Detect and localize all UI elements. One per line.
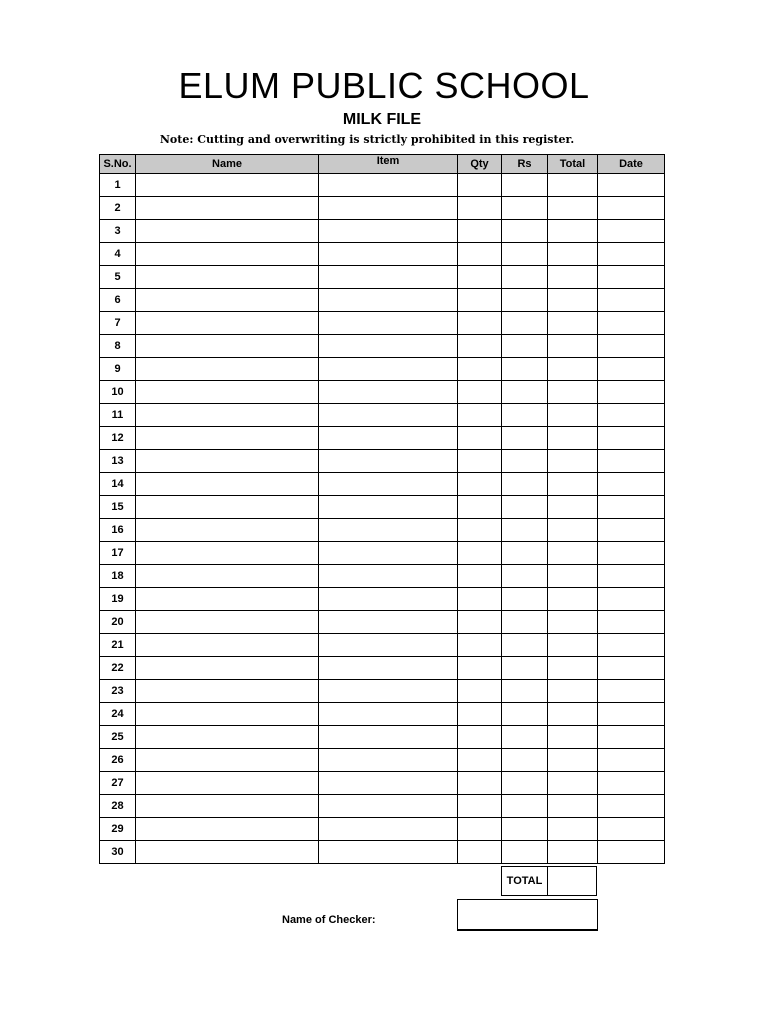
qty-cell[interactable]: [458, 519, 502, 542]
rs-cell[interactable]: [502, 818, 548, 841]
item-cell[interactable]: [319, 749, 458, 772]
page-title: ELUM PUBLIC SCHOOL: [178, 65, 590, 106]
rs-cell[interactable]: [502, 312, 548, 335]
rs-cell[interactable]: [502, 289, 548, 312]
date-cell[interactable]: [598, 657, 665, 680]
serial-number-cell: 21: [100, 634, 136, 657]
item-cell[interactable]: [319, 611, 458, 634]
qty-cell[interactable]: [458, 657, 502, 680]
name-cell[interactable]: [136, 519, 319, 542]
serial-number-cell: 12: [100, 427, 136, 450]
item-cell[interactable]: [319, 841, 458, 864]
date-cell[interactable]: [598, 565, 665, 588]
date-cell[interactable]: [598, 588, 665, 611]
total-cell[interactable]: [548, 473, 598, 496]
table-row: [100, 841, 665, 864]
qty-cell[interactable]: [458, 634, 502, 657]
total-cell[interactable]: [548, 565, 598, 588]
total-cell[interactable]: [548, 335, 598, 358]
qty-cell[interactable]: [458, 680, 502, 703]
name-cell[interactable]: [136, 289, 319, 312]
column-header-name: Name: [136, 155, 319, 174]
item-cell[interactable]: [319, 404, 458, 427]
item-cell[interactable]: [319, 634, 458, 657]
rs-cell[interactable]: [502, 565, 548, 588]
date-cell[interactable]: [598, 749, 665, 772]
rs-cell[interactable]: [502, 174, 548, 197]
item-cell[interactable]: [319, 657, 458, 680]
rs-cell[interactable]: [502, 496, 548, 519]
table-row: [100, 611, 665, 634]
item-cell[interactable]: [319, 542, 458, 565]
name-cell[interactable]: [136, 404, 319, 427]
rs-cell[interactable]: [502, 542, 548, 565]
date-cell[interactable]: [598, 266, 665, 289]
table-row: [100, 726, 665, 749]
date-cell[interactable]: [598, 496, 665, 519]
serial-number-cell: 10: [100, 381, 136, 404]
table-row: [100, 542, 665, 565]
date-cell[interactable]: [598, 243, 665, 266]
name-cell[interactable]: [136, 358, 319, 381]
date-cell[interactable]: [598, 289, 665, 312]
rs-cell[interactable]: [502, 772, 548, 795]
total-cell[interactable]: [548, 174, 598, 197]
item-cell[interactable]: [319, 243, 458, 266]
name-cell[interactable]: [136, 749, 319, 772]
name-cell[interactable]: [136, 243, 319, 266]
qty-cell[interactable]: [458, 450, 502, 473]
item-cell[interactable]: [319, 266, 458, 289]
item-cell[interactable]: [319, 312, 458, 335]
qty-cell[interactable]: [458, 473, 502, 496]
total-cell[interactable]: [548, 795, 598, 818]
item-cell[interactable]: [319, 335, 458, 358]
total-cell[interactable]: [548, 542, 598, 565]
item-cell[interactable]: [319, 818, 458, 841]
register-body: [100, 174, 665, 864]
name-cell[interactable]: [136, 496, 319, 519]
rs-cell[interactable]: [502, 611, 548, 634]
name-cell[interactable]: [136, 381, 319, 404]
table-header-row: [100, 155, 665, 174]
name-cell[interactable]: [136, 657, 319, 680]
grand-total-box: [501, 866, 597, 896]
table-row: [100, 703, 665, 726]
serial-number-cell: 6: [100, 289, 136, 312]
grand-total-value[interactable]: [548, 867, 597, 896]
grand-total-label: TOTAL: [502, 867, 548, 896]
rs-cell[interactable]: [502, 588, 548, 611]
serial-number-cell: 2: [100, 197, 136, 220]
item-cell[interactable]: [319, 427, 458, 450]
total-cell[interactable]: [548, 220, 598, 243]
serial-number-cell: 17: [100, 542, 136, 565]
checker-signature-box[interactable]: [457, 899, 598, 931]
serial-number-cell: 1: [100, 174, 136, 197]
table-row: [100, 749, 665, 772]
date-cell[interactable]: [598, 174, 665, 197]
total-cell[interactable]: [548, 841, 598, 864]
item-cell[interactable]: [319, 703, 458, 726]
table-row: [100, 335, 665, 358]
item-cell[interactable]: [319, 174, 458, 197]
name-cell[interactable]: [136, 266, 319, 289]
rs-cell[interactable]: [502, 243, 548, 266]
serial-number-cell: 18: [100, 565, 136, 588]
total-cell[interactable]: [548, 611, 598, 634]
qty-cell[interactable]: [458, 542, 502, 565]
table-row: [100, 496, 665, 519]
date-cell[interactable]: [598, 634, 665, 657]
serial-number-cell: 13: [100, 450, 136, 473]
total-cell[interactable]: [548, 427, 598, 450]
total-cell[interactable]: [548, 588, 598, 611]
table-row: [100, 588, 665, 611]
qty-cell[interactable]: [458, 381, 502, 404]
table-row: [100, 243, 665, 266]
serial-number-cell: 14: [100, 473, 136, 496]
date-cell[interactable]: [598, 611, 665, 634]
name-cell[interactable]: [136, 197, 319, 220]
qty-cell[interactable]: [458, 565, 502, 588]
table-row: [100, 312, 665, 335]
date-cell[interactable]: [598, 358, 665, 381]
rs-cell[interactable]: [502, 749, 548, 772]
date-cell[interactable]: [598, 772, 665, 795]
date-cell[interactable]: [598, 381, 665, 404]
qty-cell[interactable]: [458, 220, 502, 243]
date-cell[interactable]: [598, 197, 665, 220]
total-cell[interactable]: [548, 818, 598, 841]
name-cell[interactable]: [136, 818, 319, 841]
table-row: [100, 519, 665, 542]
total-cell[interactable]: [548, 289, 598, 312]
date-cell[interactable]: [598, 795, 665, 818]
qty-cell[interactable]: [458, 266, 502, 289]
name-cell[interactable]: [136, 726, 319, 749]
rs-cell[interactable]: [502, 220, 548, 243]
rs-cell[interactable]: [502, 795, 548, 818]
checker-label: Name of Checker:: [282, 914, 376, 926]
date-cell[interactable]: [598, 519, 665, 542]
rs-cell[interactable]: [502, 427, 548, 450]
qty-cell[interactable]: [458, 197, 502, 220]
qty-cell[interactable]: [458, 335, 502, 358]
item-cell[interactable]: [319, 289, 458, 312]
file-title: MILK FILE: [342, 111, 422, 128]
serial-number-cell: 26: [100, 749, 136, 772]
name-cell[interactable]: [136, 473, 319, 496]
serial-number-cell: 11: [100, 404, 136, 427]
total-cell[interactable]: [548, 634, 598, 657]
rs-cell[interactable]: [502, 519, 548, 542]
serial-number-cell: 30: [100, 841, 136, 864]
name-cell[interactable]: [136, 611, 319, 634]
qty-cell[interactable]: [458, 841, 502, 864]
table-row: [100, 772, 665, 795]
qty-cell[interactable]: [458, 818, 502, 841]
rs-cell[interactable]: [502, 634, 548, 657]
table-row: [100, 473, 665, 496]
register-table: [99, 154, 665, 864]
rs-cell[interactable]: [502, 266, 548, 289]
name-cell[interactable]: [136, 772, 319, 795]
table-row: [100, 220, 665, 243]
name-cell[interactable]: [136, 174, 319, 197]
name-cell[interactable]: [136, 312, 319, 335]
register-note: Note: Cutting and overwriting is strictly prohibited in this register.: [159, 133, 575, 146]
name-cell[interactable]: [136, 542, 319, 565]
qty-cell[interactable]: [458, 312, 502, 335]
name-cell[interactable]: [136, 450, 319, 473]
serial-number-cell: 7: [100, 312, 136, 335]
date-cell[interactable]: [598, 220, 665, 243]
item-cell[interactable]: [319, 496, 458, 519]
rs-cell[interactable]: [502, 358, 548, 381]
date-cell[interactable]: [598, 335, 665, 358]
table-row: [100, 818, 665, 841]
qty-cell[interactable]: [458, 496, 502, 519]
table-row: [100, 427, 665, 450]
item-cell[interactable]: [319, 680, 458, 703]
date-cell[interactable]: [598, 473, 665, 496]
rs-cell[interactable]: [502, 841, 548, 864]
rs-cell[interactable]: [502, 703, 548, 726]
qty-cell[interactable]: [458, 749, 502, 772]
total-cell[interactable]: [548, 726, 598, 749]
serial-number-cell: 15: [100, 496, 136, 519]
serial-number-cell: 23: [100, 680, 136, 703]
qty-cell[interactable]: [458, 703, 502, 726]
total-cell[interactable]: [548, 680, 598, 703]
table-row: [100, 381, 665, 404]
qty-cell[interactable]: [458, 795, 502, 818]
total-cell[interactable]: [548, 450, 598, 473]
serial-number-cell: 22: [100, 657, 136, 680]
item-cell[interactable]: [319, 795, 458, 818]
qty-cell[interactable]: [458, 772, 502, 795]
total-cell[interactable]: [548, 358, 598, 381]
serial-number-cell: 20: [100, 611, 136, 634]
date-cell[interactable]: [598, 841, 665, 864]
table-row: [100, 197, 665, 220]
item-cell[interactable]: [319, 565, 458, 588]
qty-cell[interactable]: [458, 611, 502, 634]
column-header-item: Item: [319, 155, 458, 174]
serial-number-cell: 4: [100, 243, 136, 266]
rs-cell[interactable]: [502, 335, 548, 358]
column-header-rs: Rs: [502, 155, 548, 174]
total-cell[interactable]: [548, 703, 598, 726]
rs-cell[interactable]: [502, 726, 548, 749]
qty-cell[interactable]: [458, 358, 502, 381]
total-cell[interactable]: [548, 496, 598, 519]
date-cell[interactable]: [598, 726, 665, 749]
qty-cell[interactable]: [458, 404, 502, 427]
date-cell[interactable]: [598, 312, 665, 335]
date-cell[interactable]: [598, 680, 665, 703]
serial-number-cell: 9: [100, 358, 136, 381]
name-cell[interactable]: [136, 220, 319, 243]
table-row: [100, 358, 665, 381]
rs-cell[interactable]: [502, 473, 548, 496]
serial-number-cell: 24: [100, 703, 136, 726]
table-row: [100, 795, 665, 818]
date-cell[interactable]: [598, 404, 665, 427]
table-row: [100, 450, 665, 473]
item-cell[interactable]: [319, 726, 458, 749]
name-cell[interactable]: [136, 565, 319, 588]
total-cell[interactable]: [548, 519, 598, 542]
rs-cell[interactable]: [502, 381, 548, 404]
table-row: [100, 404, 665, 427]
name-cell[interactable]: [136, 427, 319, 450]
serial-number-cell: 29: [100, 818, 136, 841]
item-cell[interactable]: [319, 588, 458, 611]
table-row: [100, 680, 665, 703]
item-cell[interactable]: [319, 197, 458, 220]
rs-cell[interactable]: [502, 197, 548, 220]
qty-cell[interactable]: [458, 427, 502, 450]
name-cell[interactable]: [136, 680, 319, 703]
column-header-qty: Qty: [458, 155, 502, 174]
name-cell[interactable]: [136, 703, 319, 726]
table-row: [100, 634, 665, 657]
qty-cell[interactable]: [458, 726, 502, 749]
table-row: [100, 174, 665, 197]
item-cell[interactable]: [319, 772, 458, 795]
rs-cell[interactable]: [502, 404, 548, 427]
qty-cell[interactable]: [458, 174, 502, 197]
column-header-date: Date: [598, 155, 665, 174]
item-cell[interactable]: [319, 473, 458, 496]
serial-number-cell: 19: [100, 588, 136, 611]
serial-number-cell: 16: [100, 519, 136, 542]
qty-cell[interactable]: [458, 588, 502, 611]
column-header-total: Total: [548, 155, 598, 174]
total-cell[interactable]: [548, 312, 598, 335]
qty-cell[interactable]: [458, 289, 502, 312]
item-cell[interactable]: [319, 358, 458, 381]
name-cell[interactable]: [136, 335, 319, 358]
date-cell[interactable]: [598, 542, 665, 565]
date-cell[interactable]: [598, 450, 665, 473]
table-row: [100, 565, 665, 588]
serial-number-cell: 3: [100, 220, 136, 243]
total-cell[interactable]: [548, 657, 598, 680]
serial-number-cell: 25: [100, 726, 136, 749]
table-row: [100, 289, 665, 312]
serial-number-cell: 27: [100, 772, 136, 795]
column-header-sno: S.No.: [100, 155, 136, 174]
total-cell[interactable]: [548, 749, 598, 772]
total-cell[interactable]: [548, 243, 598, 266]
item-cell[interactable]: [319, 381, 458, 404]
serial-number-cell: 5: [100, 266, 136, 289]
total-cell[interactable]: [548, 266, 598, 289]
table-row: [100, 266, 665, 289]
item-cell[interactable]: [319, 220, 458, 243]
serial-number-cell: 28: [100, 795, 136, 818]
qty-cell[interactable]: [458, 243, 502, 266]
date-cell[interactable]: [598, 703, 665, 726]
item-cell[interactable]: [319, 450, 458, 473]
total-cell[interactable]: [548, 404, 598, 427]
rs-cell[interactable]: [502, 450, 548, 473]
name-cell[interactable]: [136, 634, 319, 657]
name-cell[interactable]: [136, 841, 319, 864]
total-cell[interactable]: [548, 197, 598, 220]
rs-cell[interactable]: [502, 657, 548, 680]
rs-cell[interactable]: [502, 680, 548, 703]
name-cell[interactable]: [136, 588, 319, 611]
total-cell[interactable]: [548, 381, 598, 404]
date-cell[interactable]: [598, 427, 665, 450]
item-cell[interactable]: [319, 519, 458, 542]
date-cell[interactable]: [598, 818, 665, 841]
name-cell[interactable]: [136, 795, 319, 818]
table-row: [100, 657, 665, 680]
serial-number-cell: 8: [100, 335, 136, 358]
total-cell[interactable]: [548, 772, 598, 795]
